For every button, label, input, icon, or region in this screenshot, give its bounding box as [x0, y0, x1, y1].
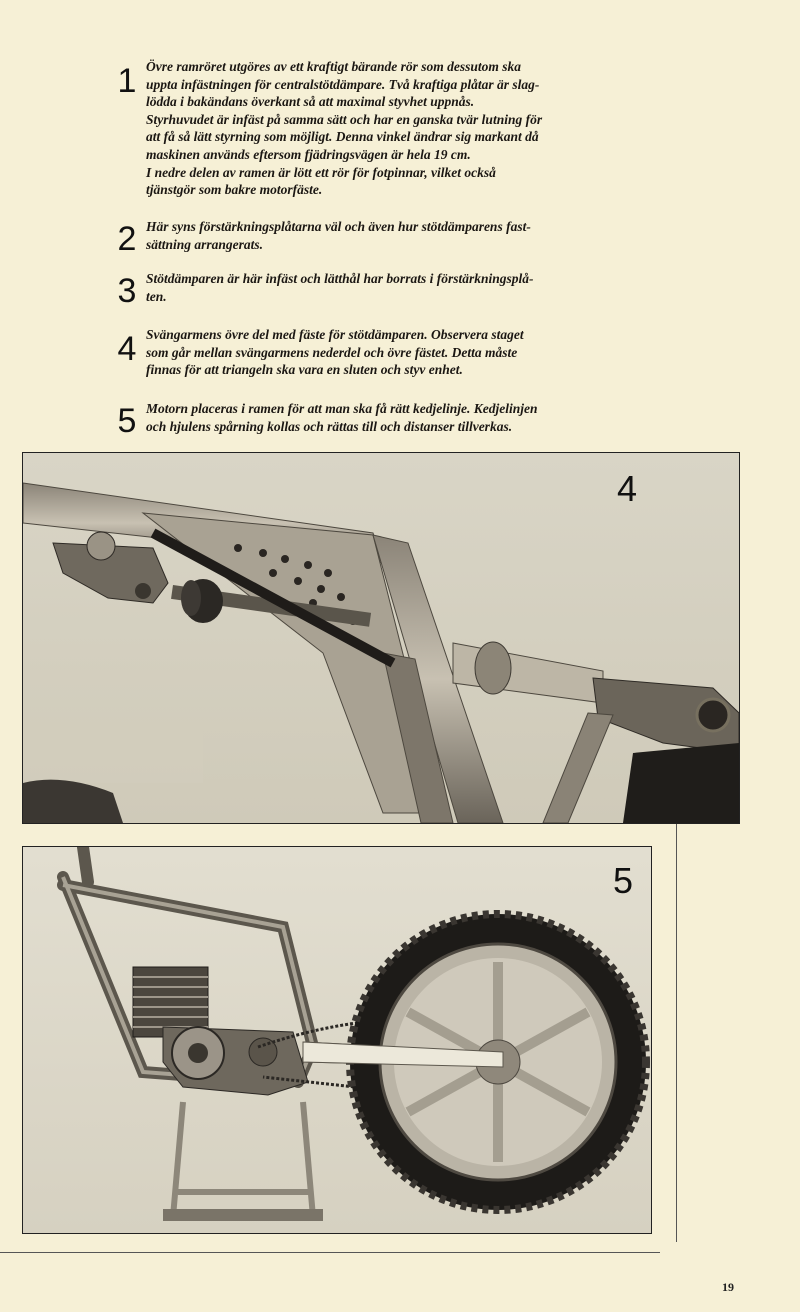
- caption-number: 4: [117, 330, 137, 368]
- caption-text: [146, 218, 636, 253]
- caption-line: som går mellan svängarmens nederdel och övre fästet. Detta måste: [146, 344, 518, 360]
- caption-line: lödda i bakändans överkant så att maximal styvhet uppnås.: [146, 94, 475, 110]
- caption-line: Motorn placeras i ramen för att man ska få rätt kedjelinje. Kedjelinjen: [146, 401, 538, 416]
- caption-text: [146, 58, 636, 199]
- caption-number: 2: [117, 220, 137, 258]
- caption-line: tjänstgör som bakre motorfäste.: [146, 182, 323, 198]
- caption-line: Övre ramröret utgöres av ett kraftigt bärande rör som dessutom ska: [146, 59, 522, 74]
- layout-rule-horizontal: [0, 1252, 660, 1253]
- caption-line: Här syns förstärkningsplåtarna väl och även hur stötdämparens fast-: [146, 219, 531, 234]
- caption-line: maskinen används eftersom fjädringsvägen är hela 19 cm.: [146, 146, 471, 162]
- caption-text: [146, 270, 636, 305]
- page-number: 19: [722, 1280, 734, 1294]
- caption-line: ten.: [146, 288, 167, 304]
- photo-5-frame-with-engine: [22, 846, 652, 1234]
- caption-line: finnas för att triangeln ska vara en sluten och styv enhet.: [146, 362, 463, 378]
- photo-number: 4: [617, 468, 638, 509]
- layout-rule-vertical: [676, 824, 677, 1242]
- caption-number: 3: [117, 272, 137, 310]
- caption-line: uppta infästningen för centralstötdämpare. Två kraftiga plåtar är slag-: [146, 76, 540, 92]
- caption-text: [146, 400, 636, 435]
- caption-number: 5: [117, 402, 137, 440]
- caption-line: sättning arrangerats.: [146, 236, 264, 252]
- caption-line: att få så lätt styrning som möjligt. Denna vinkel ändrar sig markant då: [146, 129, 539, 145]
- caption-text: [146, 326, 636, 379]
- caption-line: Stötdämparen är här infäst och lätthål har borrats i förstärkningsplå-: [146, 271, 534, 286]
- caption-line: Styrhuvudet är infäst på samma sätt och har en ganska tvär lutning för: [146, 111, 543, 127]
- caption-line: I nedre delen av ramen är lött ett rör för fotpinnar, vilket också: [146, 164, 496, 180]
- caption-line: och hjulens spårning kollas och rättas till och distanser tillverkas.: [146, 418, 513, 434]
- caption-line: Svängarmens övre del med fäste för stötdämparen. Observera staget: [146, 327, 524, 342]
- photo-4-swingarm-closeup: [22, 452, 740, 824]
- photo-number: 5: [613, 860, 634, 901]
- caption-number: 1: [117, 62, 137, 100]
- frame-engine-photo-illustration: [23, 847, 651, 1233]
